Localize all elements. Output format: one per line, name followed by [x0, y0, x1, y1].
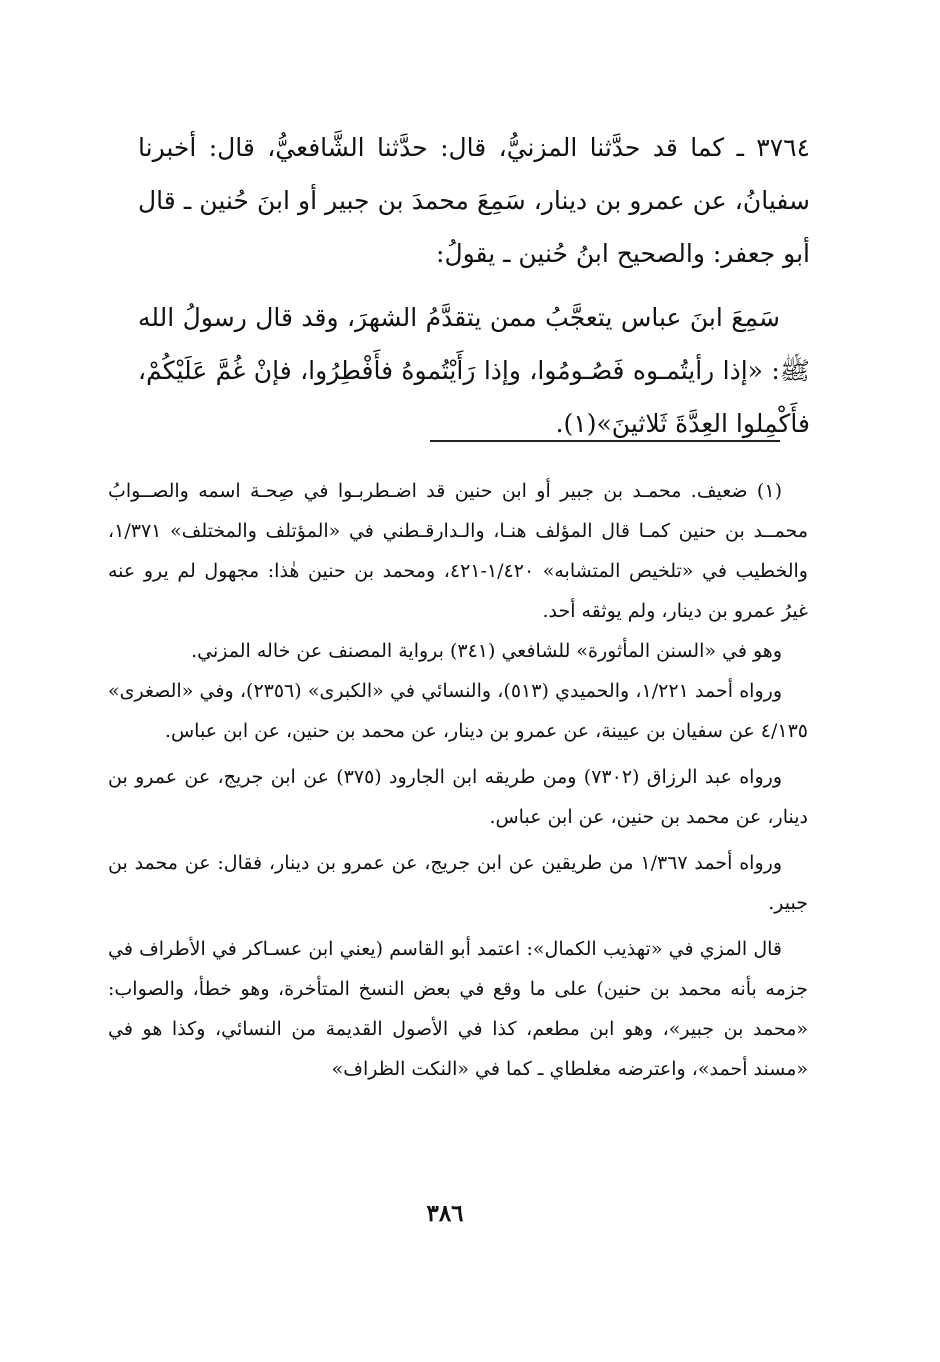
footnote-paragraph: ورواه أحمد ١/٣٦٧ من طريقين عن ابن جريج، عن عمرو بن دينار، فقال: عن محمد بن جبير. [108, 852, 808, 914]
hadith-isnad-paragraph: ٣٧٦٤ ـ كما قد حدَّثنا المزنيُّ، قال: حدَّثنا الشَّافعيُّ، قال: أخبرنا سفيانُ، عن عمرو بن دينار، سَمِعَ محمدَ بن جبير أو ابنَ حُنين ـ قال أبو جعفر: والصحيح ابنُ حُنين ـ يقولُ: [138, 133, 810, 268]
footnote-paragraph: ورواه عبد الرزاق (٧٣٠٢) ومن طريقه ابن الجارود (٣٧٥) عن ابن جريج، عن عمرو بن دينار، عن محمد بن حنين، عن ابن عباس. [108, 766, 808, 828]
footnote-paragraph: قال المزي في «تهذيب الكمال»: اعتمد أبو القاسم (يعني ابن عسـاكر في الأطراف في جزمه بأنه محمد بن حنين) على ما وقع في بعض النسخ المتأخرة، وهو خطأ، والصواب: «محمد بن جبير»، وهو ابن مطعم، كذا في الأصول القديمة من النسائي، وكذا هو في «مسند أحمد»، واعترضه مغلطاي ـ كما في «النكت الظراف» [108, 938, 808, 1080]
footnote-paragraph: وهو في «السنن المأثورة» للشافعي (٣٤١) برواية المصنف عن خاله المزني. [191, 640, 782, 662]
footnote-paragraph: (١) ضعيف. محمـد بن جبير أو ابن حنين قد اضـطربـوا في صِحـة اسمه والصــوابُ محمــد بن حنين كمـا قال المؤلف هنـا، والـدارقـطني في «المؤتلف والمختلف» ١/٣٧١، والخطيب في «تلخيص المتشابه» ١/٤٢٠-٤٢١، ومحمد بن حنين هٰذا: مجهول لم يرو عنه غيرُ عمرو بن دينار، ولم يوثقه أحد. [108, 480, 808, 622]
footnotes-section [108, 471, 808, 1089]
page-number: ٣٨٦ [426, 1200, 464, 1227]
hadith-text-paragraph: سَمِعَ ابنَ عباس يتعجَّبُ ممن يتقدَّمُ الشهرَ، وقد قال رسولُ الله ﷺ: «إذا رأيتُمـوه فَصُـومُوا، وإذا رَأَيْتُموهُ فأَفْطِرُوا، فإنْ غُمَّ عَلَيْكُمْ، فأَكْمِلوا العِدَّةَ ثَلاثينَ»(١). [138, 303, 810, 438]
footnote-paragraph: ورواه أحمد ١/٢٢١، والحميدي (٥١٣)، والنسائي في «الكبرى» (٢٣٥٦)، وفي «الصغرى» ٤/١٣٥ عن سفيان بن عيينة، عن عمرو بن دينار، عن محمد بن حنين، عن ابن عباس. [108, 680, 808, 742]
footnote-divider [430, 440, 780, 442]
